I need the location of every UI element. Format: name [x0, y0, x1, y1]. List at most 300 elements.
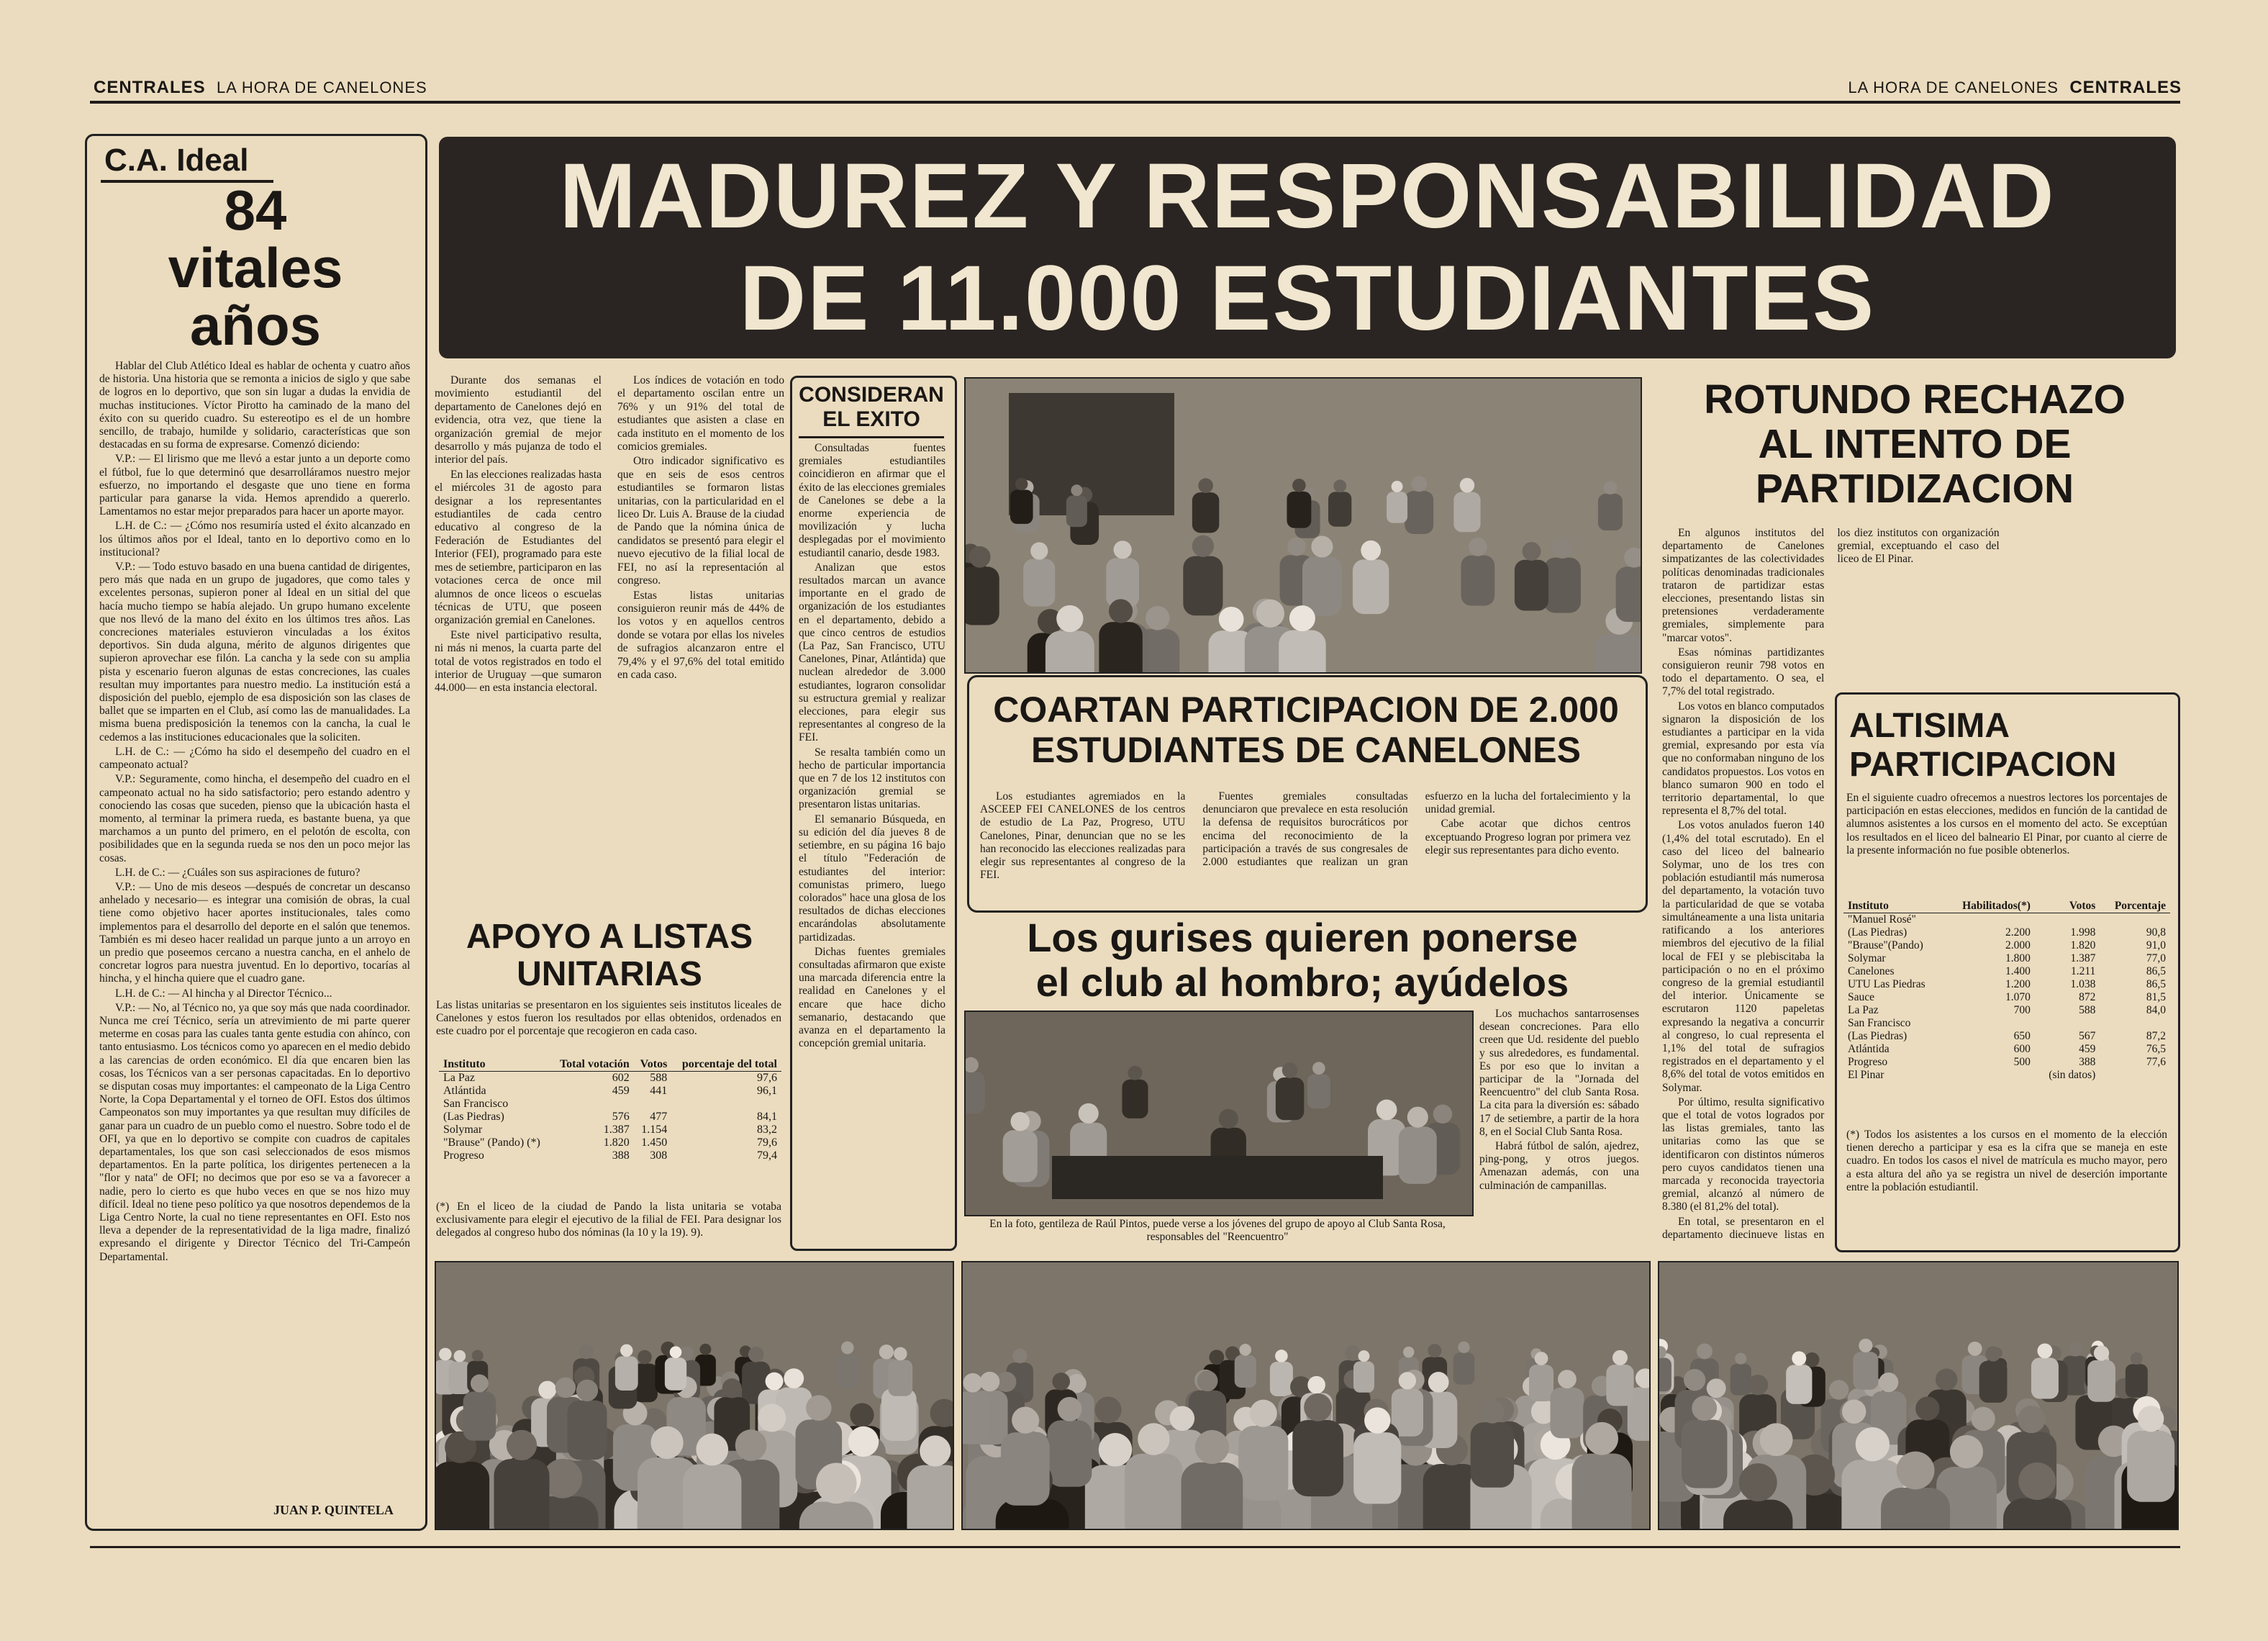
coartan-body: [980, 790, 1630, 898]
person-head: [1256, 600, 1284, 628]
person-head: [1879, 1373, 1898, 1392]
person-head: [879, 1344, 894, 1359]
table-cell: 1.820: [603, 1136, 630, 1149]
person-head: [1345, 1345, 1360, 1360]
person-head: [1612, 1350, 1628, 1365]
paragraph: L.H. de C.: — ¿Cuáles son sus aspiraciones de futuro?: [115, 866, 360, 879]
gurises-title: Los gurises quieren ponerse el club al hombro; ayúdelos: [1027, 915, 1578, 1005]
person-head: [1792, 1351, 1806, 1365]
person-head: [1275, 1350, 1288, 1362]
person-head: [2131, 1352, 2143, 1365]
person-head: [1842, 1400, 1866, 1424]
table-cell: (Las Piedras): [1848, 926, 1908, 939]
paragraph: V.P.: — Todo estuvo basado en una buena cantidad de dirigentes, pero más que nada en un grupo de jugadores, que como tales y excelentes personas, supieron poner al Ideal en un sitial del que hacía mucho tiempo se había alejado. Un grupo humano excelente que nos llevó de la mano del éxito en los últimos tres años. Las concreciones materiales estuvieron vinculadas a los éxitos deportivos. Sin duda alguna, mérito de algunos dirigentes que supieron aprovechar ese filón. La cancha y la sede con su amplia pista y escenario fueron algunas de estas concreciones, las cuales resultan muy importantes para nuestro medio. La institución está a disposición del pueblo, ejemplo de esa disposición son las clases de ballet que se imparten en el Club, así como las de manualidades. La misma buena predisposición la tenemos con la cancha, la cual le cedemos a las instituciones educacionales que la soliciten.: [99, 561, 410, 743]
table-cell: (sin datos): [2049, 1069, 2096, 1081]
person-body: [1099, 622, 1142, 672]
person-body: [2003, 1498, 2072, 1529]
person-head: [579, 1344, 594, 1359]
students-group-photo: [964, 377, 1642, 674]
table-cell: 650: [2013, 1030, 2031, 1042]
person-head: [538, 1381, 556, 1399]
table-cell: 602: [612, 1072, 630, 1084]
table-cell: [551, 1098, 634, 1111]
table-row: [1843, 1030, 2170, 1043]
person-head: [1170, 1406, 1195, 1431]
crowd-photo-left: [435, 1261, 954, 1530]
table-row: [439, 1111, 781, 1124]
person-head: [1735, 1353, 1746, 1365]
person-body: [1023, 559, 1055, 607]
person-body: [1544, 558, 1581, 613]
person-head: [1219, 1109, 1238, 1129]
person-body: [1235, 1355, 1256, 1388]
person-body: [1270, 1362, 1293, 1396]
person-head: [1950, 1435, 1983, 1468]
person-body: [1001, 1432, 1050, 1506]
table-shape: [1052, 1156, 1383, 1199]
table-cell: Atlántida: [443, 1085, 486, 1097]
crowd-image-right: [1659, 1262, 2177, 1529]
paragraph: Fuentes gremiales consultadas denunciaron que prevalece en esta resolución la defensa de requisitos burocráticos por encima del reconocimiento de la participación a través de sus congresales de 2.000 estudiantes que realizan un gran esfuerzo en la lucha del fortalecimiento y la unidad gremial.: [1202, 790, 1630, 869]
person-head: [1195, 1430, 1229, 1464]
person-head: [806, 1395, 832, 1421]
table-row: [1843, 939, 2170, 952]
table-cell: Sauce: [1848, 991, 1875, 1003]
person-head: [1428, 1372, 1449, 1393]
paragraph: L.H. de C.: — Al hincha y al Director Técnico...: [115, 987, 332, 1000]
crowd-image-left: [436, 1262, 953, 1529]
table-row: [1843, 926, 2170, 939]
table-row: [439, 1149, 781, 1162]
paragraph: Estas listas unitarias consiguieron reunir más de 44% de los votos y en aquellos centros donde se votara por ellas los niveles de sufragios alcanzaron entre el 79,4% y el 97,6% del total emitido en cada caso.: [617, 589, 784, 681]
paragraph: Hablar del Club Atlético Ideal es hablar de ochenta y cuatro años de historia. Una historia que se remonta a inicios de siglo y que sabe de logros en lo deportivo, que son sin lugar a dudas la envidia de muchas instituciones. Víctor Pirotto ha caminado de la mano del éxito con su querido cuadro. Su estereotipo es el de un hombre sencillo, de trabajo, humilde y solidario, características que son destacadas en su forma de expresarse. Comenzó diciendo:: [99, 360, 410, 451]
paragraph: Esas nóminas partidizantes consiguieron reunir 798 votos en todo el departamento. O sea, el 7,7% del total registrado.: [1662, 646, 1825, 698]
person-body: [1598, 494, 1623, 530]
person-head: [1114, 541, 1132, 559]
table-cell: 459: [612, 1085, 630, 1097]
person-head: [1522, 542, 1541, 561]
person-head: [1311, 536, 1333, 558]
person-head: [1138, 1423, 1169, 1455]
coartan-title: COARTAN PARTICIPACION DE 2.000 ESTUDIANTES DE CANELONES: [993, 690, 1619, 770]
person-body: [1853, 1352, 1878, 1389]
person-head: [471, 1375, 489, 1393]
person-body: [1731, 1364, 1751, 1396]
altisima-footnote: (*) Todos los asistentes a los cursos en el momento de la elección tienen derecho a participar y esa es la cifra que se maneja en este cuadro. En todos los casos el nivel de matrícula es mucho mayor, pero a esta altura del año ya se registra un nivel de deserción importante entre la población estudiantil.: [1846, 1129, 2167, 1193]
person-body: [1471, 1422, 1514, 1488]
person-body: [907, 1465, 953, 1529]
table-cell: 1.038: [2070, 978, 2096, 990]
person-head: [1250, 1400, 1277, 1427]
person-head: [1915, 1396, 1939, 1420]
person-head: [620, 1344, 632, 1357]
person-head: [1433, 1105, 1453, 1124]
table-cell: La Paz: [1848, 1004, 1879, 1016]
person-head: [1760, 1423, 1793, 1456]
person-body: [2127, 1431, 2174, 1502]
person-body: [1066, 496, 1087, 528]
person-head: [1856, 1427, 1890, 1461]
table-cell: [2035, 1017, 2100, 1030]
person-head: [696, 1434, 728, 1466]
person-body: [1276, 1077, 1304, 1120]
table-cell: 77,0: [2146, 952, 2166, 964]
person-head: [1480, 1399, 1504, 1423]
table-cell: San Francisco: [443, 1098, 509, 1110]
person-head: [2094, 1345, 2109, 1360]
person-head: [1897, 1452, 1935, 1490]
table-row: [1843, 952, 2170, 965]
person-body: [1125, 1454, 1183, 1529]
table-cell: 90,8: [2146, 926, 2166, 939]
person-body: [966, 566, 999, 625]
person-head: [1128, 1066, 1143, 1080]
paragraph: El semanario Búsqueda, en su edición del día jueves 8 de setiembre, en su página 16 bajo el título "Federación de estudiantes del interior: comunistas primero, luego colorados" hace una glosa de los resultados de dichas elecciones encarándolas absolutamente partidizadas.: [799, 813, 945, 944]
table-cell: San Francisco: [1848, 1017, 1911, 1029]
table-cell: 308: [650, 1149, 668, 1162]
person-head: [555, 1378, 576, 1398]
table-cell: 76,5: [2146, 1043, 2166, 1055]
table-cell: 441: [650, 1085, 668, 1097]
paragraph: Analizan que estos resultados marcan un avance importante en el grado de organización de los estudiantes en el departamento, debido a que cinco centros de estudios (La Paz, San Francisco, UTU Canelones, Pinar, Atlántida) que nuclean alrededor de 3.000 estudiantes, lograron consolidar su estructura gremial y realizar elecciones, para elegir sus representantes al congreso de la FEI.: [799, 561, 945, 744]
person-head: [1684, 1369, 1705, 1391]
person-head: [1287, 538, 1306, 556]
person-head: [1535, 1352, 1548, 1365]
table-cell: 500: [2013, 1056, 2031, 1068]
person-head: [1585, 1422, 1618, 1455]
table-row: [1843, 1069, 2170, 1082]
person-body: [1192, 492, 1219, 533]
person-head: [1052, 1373, 1070, 1391]
person-body: [1786, 1365, 1812, 1403]
paragraph: L.H. de C.: — ¿Cómo nos resumiría usted el éxito alcanzado en los últimos años por el Ideal, tanto en lo deportivo como en lo institucional?: [99, 520, 410, 559]
paragraph: En las elecciones realizadas hasta el miércoles 31 de agosto para designar a los representantes estudiantiles de cada centro educativo al congreso de la Federación de Estudiantes del Interior (FEI), programado para este mes de setiembre, participaron en las votaciones cerca de once mil alumnos de once liceos o escuelas técnicas de UTU, que poseen organización gremial en Canelones.: [435, 468, 602, 627]
table-header: Instituto: [1843, 900, 1945, 913]
person-head: [1859, 1339, 1872, 1352]
table-cell: [634, 1098, 672, 1111]
apoyo-results-table: [439, 1058, 781, 1162]
person-body: [1048, 1420, 1092, 1486]
person-head: [1282, 1062, 1298, 1078]
person-head: [1219, 607, 1244, 632]
table-cell: 576: [612, 1111, 630, 1123]
person-body: [836, 1354, 859, 1388]
banner-line-1: MADUREZ Y RESPONSABILIDAD: [559, 145, 2056, 248]
person-head: [1739, 1463, 1777, 1501]
table-cell: [2100, 1017, 2170, 1030]
ideal-article-body: [99, 360, 410, 1493]
person-head: [1012, 1349, 1027, 1363]
person-head: [439, 1348, 452, 1361]
person-body: [1979, 1361, 2008, 1403]
person-head: [1376, 1100, 1397, 1121]
table-cell: Solymar: [443, 1124, 483, 1136]
footer-rule: [90, 1546, 2180, 1548]
table-row: [1843, 913, 2170, 927]
table-cell: Atlántida: [1848, 1043, 1890, 1055]
person-body: [1572, 1454, 1632, 1529]
person-body: [1122, 1080, 1148, 1118]
table-cell: [671, 1098, 781, 1111]
person-head: [1428, 1344, 1441, 1357]
table-cell: 86,5: [2146, 978, 2166, 990]
section-label-right: LA HORA DE CANELONES CENTRALES: [1848, 78, 2182, 97]
ideal-kicker: C.A. Ideal: [104, 143, 249, 178]
person-head: [963, 1373, 982, 1393]
person-body: [881, 1388, 917, 1441]
person-body: [1595, 633, 1641, 672]
table-cell: 2.000: [2005, 939, 2031, 951]
altisima-intro: En el siguiente cuadro ofrecemos a nuestros lectores los porcentajes de participación en estas elecciones, medidos en función de la cantidad de alumnos asistentes a los cursos en el momento del acto. Se exceptúan los resultados en el liceo del balneario El Pinar, por cuanto al cierre de la presente información no fue posible obtenerlos.: [1846, 792, 2167, 856]
person-head: [1364, 1407, 1390, 1433]
ideal-title: 84 vitales años: [168, 178, 343, 357]
paragraph: Este nivel participativo resulta, ni más ni menos, la cuarta parte del total de votos registrados en todo el interior de Uruguay —que sumaron 44.000— en esta instancia electoral.: [435, 628, 602, 695]
person-body: [1723, 1500, 1792, 1529]
person-head: [816, 1463, 857, 1504]
person-head: [1146, 606, 1170, 630]
table-cell: Progreso: [443, 1149, 484, 1162]
person-head: [1056, 605, 1083, 632]
person-head: [748, 1347, 764, 1362]
table-header: Instituto: [439, 1058, 551, 1072]
table-cell: 600: [2013, 1043, 2031, 1055]
table-row: [439, 1136, 781, 1149]
person-body: [2126, 1364, 2148, 1397]
person-body: [436, 1462, 489, 1529]
table-cell: 1.400: [2005, 965, 2031, 977]
person-body: [1461, 556, 1494, 606]
person-head: [1192, 535, 1214, 557]
person-body: [494, 1459, 549, 1529]
table-cell: 86,5: [2146, 965, 2166, 977]
person-head: [1604, 481, 1618, 494]
gurises-caption: En la foto, gentileza de Raúl Pintos, puede verse a los jóvenes del grupo de apoyo al Club Santa Rosa, responsables del "Reencuentro": [989, 1218, 1446, 1243]
person-head: [1058, 1397, 1082, 1421]
person-head: [1707, 1378, 1726, 1398]
table-cell: 588: [650, 1072, 668, 1084]
paragraph: V.P.: — Uno de mis deseos —después de concretar un descanso anhelado y necesario— es integrar una comisión de obras, la cual tiene como objetivo hacer aportes institucionales, tales como implementos para el desarrollo del deporte en el salón que tenemos. También es mi deseo hacer realidad un parque junto a un arroyo en un predio que poseemos cercano a nuestra cancha, en el anhelo de concretar logros para nuestra juventud. En lo deportivo, tocarías al hincha, y el hincha quiere que el cuadro gane.: [99, 880, 410, 985]
person-head: [735, 1429, 767, 1461]
person-head: [1458, 1342, 1469, 1353]
person-body: [2031, 1357, 2059, 1398]
crowd-photo-center: [961, 1261, 1651, 1530]
person-body: [799, 1502, 874, 1529]
table-cell: 1.211: [2071, 965, 2096, 977]
table-cell: [1945, 913, 2035, 927]
person-body: [1353, 1432, 1401, 1504]
table-row: [439, 1098, 781, 1111]
person-head: [1289, 605, 1315, 631]
paragraph: Otro indicador significativo es que en seis de esos centros estudiantiles se formaron listas unitarias, con la particularidad en el liceo Dr. Luis A. Brause de la ciudad de Pando que la nómina única de candidatos se presentó para elegir el nuevo ejecutivo de la filial local de FEI, no así la representación al congreso.: [617, 455, 784, 587]
table-cell: 1.387: [603, 1124, 630, 1136]
person-head: [1403, 1347, 1414, 1357]
table-cell: 388: [2079, 1056, 2096, 1068]
person-head: [472, 1350, 484, 1362]
person-head: [1198, 478, 1213, 493]
person-head: [2018, 1406, 2045, 1433]
table-cell: 79,4: [757, 1149, 777, 1162]
table-cell: 1.070: [2005, 991, 2031, 1003]
consideran-rule: [799, 436, 944, 438]
person-head: [1292, 479, 1306, 492]
person-head: [784, 1368, 804, 1388]
paragraph: L.H. de C.: — ¿Cómo ha sido el desempeño del cuadro en el campeonato actual?: [99, 745, 410, 772]
person-body: [1353, 559, 1389, 614]
table-cell: 91,0: [2146, 939, 2166, 951]
person-body: [1606, 1365, 1633, 1406]
crowd-photo-right: [1658, 1261, 2179, 1530]
person-head: [1015, 478, 1028, 490]
table-header: Porcentaje: [2100, 900, 2170, 913]
table-cell: 567: [2079, 1030, 2096, 1042]
person-head: [1095, 1396, 1122, 1423]
person-head: [969, 546, 991, 568]
person-head: [1079, 1103, 1099, 1124]
person-body: [1353, 1361, 1374, 1392]
person-head: [1985, 1346, 2000, 1361]
gurises-body: [1479, 1008, 1639, 1249]
person-head: [507, 1430, 537, 1460]
person-body: [1682, 1419, 1727, 1488]
person-head: [1936, 1368, 1957, 1390]
person-body: [1003, 1130, 1038, 1182]
person-head: [1697, 1343, 1713, 1359]
person-head: [894, 1347, 907, 1361]
consideran-body: [799, 442, 945, 1234]
person-body: [1238, 1426, 1288, 1501]
person-body: [1515, 560, 1548, 611]
person-head: [1197, 1370, 1218, 1391]
person-head: [1239, 1344, 1251, 1356]
person-body: [1045, 631, 1094, 672]
table-cell: La Paz: [443, 1072, 475, 1084]
paragraph: Los muchachos santarrosenses desean concreciones. Para ello creen que Ud. residente del pueblo y sus alrededores, es fundamental. Es por eso que lo invitan a participar de la "Jornada del Reencuentro" del club Santa Rosa. La cita para la diversión es: sábado 17 de setiembre, a partir de la hora 8, en el Social Club Santa Rosa.: [1479, 1008, 1639, 1138]
person-body: [1659, 1358, 1671, 1392]
table-cell: (Las Piedras): [1848, 1030, 1908, 1042]
person-body: [1181, 1463, 1243, 1529]
person-head: [2037, 1343, 2052, 1358]
table-cell: Canelones: [1848, 965, 1895, 977]
person-head: [1030, 542, 1048, 559]
person-head: [1399, 1372, 1416, 1389]
person-head: [650, 1427, 683, 1459]
person-head: [766, 1373, 784, 1391]
person-head: [758, 1403, 786, 1432]
person-body: [665, 1357, 686, 1390]
table-cell: [1945, 1017, 2035, 1030]
table-row: [439, 1072, 781, 1085]
table-cell: UTU Las Piedras: [1848, 978, 1925, 990]
table-cell: [1945, 1069, 2035, 1082]
person-head: [848, 1427, 879, 1457]
table-header: porcentaje del total: [671, 1058, 781, 1072]
table-cell: 2.200: [2005, 926, 2031, 939]
person-head: [850, 1403, 874, 1427]
person-head: [1692, 1396, 1717, 1421]
gurises-image: [966, 1012, 1472, 1215]
person-body: [1328, 492, 1351, 526]
person-head: [1829, 1380, 1849, 1399]
paragraph: Habrá fútbol de salón, ajedrez, ping-pong, y otros juegos. Amenazan además, con una culminación de campanillas.: [1479, 1140, 1639, 1192]
person-body: [615, 1356, 638, 1391]
table-cell: 83,2: [757, 1124, 777, 1136]
person-body: [1453, 492, 1480, 533]
person-head: [576, 1380, 598, 1401]
person-head: [1392, 481, 1403, 492]
table-row: [1843, 1056, 2170, 1069]
table-cell: 1.800: [2005, 952, 2031, 964]
table-cell: [2035, 913, 2100, 927]
paragraph: Los votos en blanco computados signaron la disposición de los estudiantes a participar en la vida gremial, expresando por esta vía que no conformaban ninguno de los candidatos propuestos. Los votos en blanco sumaron 900 en todo el territorio departamental, lo que representa el 8,7% del total.: [1662, 700, 1825, 818]
table-cell: 96,1: [757, 1085, 777, 1097]
paragraph: Dichas fuentes gremiales consultadas afirmaron que existe una marcada diferencia entre la realidad en Canelones y el encare que hace dicho semanario, destacando que avanza en el departamento la concepción gremial unitaria.: [799, 945, 945, 1050]
table-cell: 1.820: [2070, 939, 2096, 951]
person-head: [1558, 1370, 1577, 1388]
table-cell: [2100, 913, 2170, 927]
person-head: [1307, 1376, 1325, 1394]
table-cell: [2100, 1069, 2170, 1082]
table-cell: 79,6: [757, 1136, 777, 1149]
person-head: [1358, 1350, 1369, 1362]
person-head: [1411, 476, 1427, 492]
header-rule: [90, 101, 2180, 104]
person-body: [1287, 492, 1311, 528]
person-body: [1453, 1352, 1475, 1384]
person-head: [2018, 1463, 2056, 1500]
table-cell: 1.387: [2070, 952, 2096, 964]
person-head: [1972, 1407, 1995, 1431]
paragraph: Durante dos semanas el movimiento estudiantil del departamento de Canelones dejó en evidencia, otra vez, que tiene la organización gremial de mejor desarrollo y más pujanza de todo el interior del país.: [435, 374, 602, 466]
person-head: [1304, 1393, 1332, 1421]
table-cell: 1.450: [641, 1136, 668, 1149]
paragraph: V.P.: — No, al Técnico no, ya que soy más que nada coordinador. Nunca me creí Técnico, sería un atrevimiento de mi parte querer meterme en cosas para las cuales tanta gente estudia con ahínco, con tanto entusiasmo. Los técnicos como yo aparecen en el medio debido a las carencias de orden económico. El día que encaren bien las cosas, los Técnicos van a ser personas capacitadas. En lo deportivo se disputan cosas muy importantes: el campeonato de la Liga Centro Norte, la Copa Departamental y el torneo de OFI. Estos dos últimos Campeonatos son muy importantes ya que resultan muy difíciles de ganar para un cuadro de un pueblo como el nuestro. Sobre todo el de OFI, ya que en lo deportivo se compite con cuadros de capitales departamentales, los que son casi seleccionados de esos mismos departamentos. En la parte política, los dirigentes pertenecen a la "flor y nata" de OFI; no decimos que por eso se va a favorecer a nadie, pero lo cierto es que hubo veces en que se nos hizo muy difícil. Ideal no tiene peso político ya que nosotros dependemos de la Liga Centro Norte, la cual no tiene representantes en OFI. Esto nos lleva a depender de la representatividad de la liga madre, finalizó expresando el dirigente y Director Técnico del Tri-Campeón Departamental.: [99, 1001, 410, 1263]
altisima-title: ALTISIMA PARTICIPACION: [1849, 707, 2117, 784]
table-row: [439, 1085, 781, 1098]
table-row: [1843, 978, 2170, 991]
paragraph: V.P.: — El lirismo que me llevó a estar junto a un deporte como el fútbol, fue lo que determinó que desarrolláramos nuestro mejor esfuerzo, no importando el desgaste que uno tiene en forma particular para ganarse la vida. Hemos aprendido a quererlo. Lamentamos no estar mejor preparados para hacer un aporte mayor.: [99, 453, 410, 518]
paragraph: Los votos anulados fueron 140 (1,4% del total escrutado). En el caso del liceo del balneario Solymar, uno de los tres con población estudiantil más numerosa del departamento, la votación tuvo la particularidad de que se votaba simultáneamente a una lista unitaria ratificando a los anteriores miembros del ejecutivo de la filial local de FEI y se plebiscitaba la participación o no en el próximo congreso de la gremial estudiantil del interior. Únicamente se escrutaron 1120 papeletas expresando la negativa a concurrir al congreso, lo cual representa el 1,1% del total de sufragios registrados en el departamento y el 8,6% del total de votos emitidos en Solymar.: [1662, 819, 1825, 1094]
person-body: [567, 1401, 607, 1460]
table-row: [1843, 1004, 2170, 1017]
person-body: [1399, 1126, 1437, 1183]
table-cell: 77,6: [2146, 1056, 2166, 1068]
person-head: [980, 1372, 1000, 1392]
table-cell: 87,2: [2146, 1030, 2166, 1042]
apoyo-footnote: (*) En el liceo de la ciudad de Pando la lista unitaria se votaba exclusivamente para elegir el ejecutivo de la filial de FEI. Para designar los delegados al congreso hubo dos nóminas (la 10 y la 19). 9).: [436, 1201, 781, 1239]
table-header: Votos: [634, 1058, 672, 1072]
person-head: [1071, 484, 1082, 496]
person-body: [1302, 556, 1342, 615]
person-head: [1469, 538, 1487, 556]
table-cell: 388: [612, 1149, 630, 1162]
person-head: [1010, 1112, 1029, 1131]
table-cell: Solymar: [1848, 952, 1886, 964]
table-cell: 588: [2079, 1004, 2096, 1016]
person-body: [1292, 1420, 1343, 1496]
paragraph: En total, se presentaron en el departamento diecinueve listas en los diez institutos con organización gremial, exceptuando el caso del liceo de El Pinar.: [1662, 527, 2000, 1241]
person-head: [638, 1350, 652, 1365]
person-head: [1407, 1107, 1428, 1128]
person-body: [889, 1360, 913, 1396]
person-body: [1307, 1074, 1330, 1108]
person-body: [1550, 1388, 1584, 1438]
table-row: [1843, 991, 2170, 1004]
person-head: [1805, 1352, 1820, 1368]
participation-table: [1843, 900, 2170, 1082]
paragraph: En algunos institutos del departamento de Canelones simpatizantes de las colectividades políticas denominadas tradicionales trataron de partidizar estas elecciones, presentando listas sin pretensiones verdaderamente gremiales, simplemente para "marcar votos".: [1662, 527, 1825, 644]
person-head: [2068, 1342, 2082, 1357]
students-group-image: [966, 379, 1641, 672]
